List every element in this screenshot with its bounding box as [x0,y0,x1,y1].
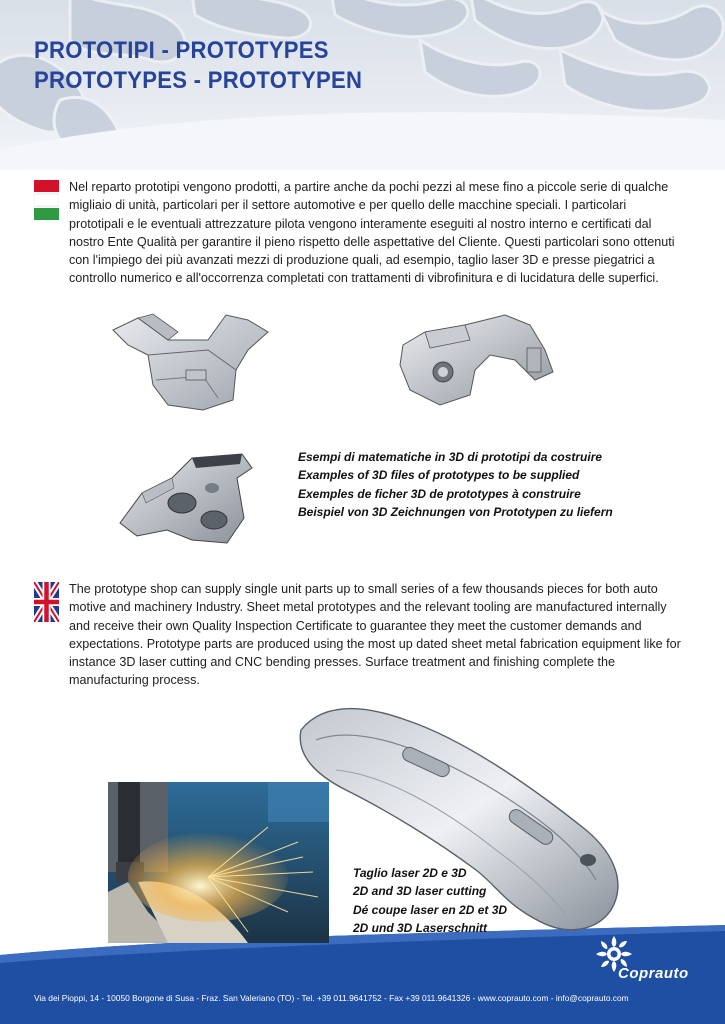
caption-laser-cutting [353,864,507,938]
footer-contact-info: Via dei Pioppi, 14 - 10050 Borgone di Susa - Fraz. San Valeriano (TO) - Tel. +39 011.9641752 - Fax +39 011.9641326 - www.coprauto.com - info@coprauto.com [34,993,629,1003]
page-title [34,36,362,96]
caption-laser-line-1: Taglio laser 2D e 3D [353,866,467,880]
title-line-1: PROTOTIPI - PROTOTYPES [34,37,329,64]
caption-3d-line-3: Exemples de ficher 3D de prototypes à construire [298,486,581,501]
prototype-3d-hinge-image [395,310,560,410]
caption-laser-line-4: 2D und 3D Laserschnitt [353,921,488,936]
italian-description: Nel reparto prototipi vengono prodotti, a partire anche da pochi pezzi al mese fino a piccole serie di qualche migliaio di unità, particolari per il settore automotive e per quello delle macchine speciali. I particolari prototipali e le eventuali attrezzature pilota vengono interamente eseguiti al nostro interno e certificati dal nostro Ente Qualità per garantire il pieno rispetto delle aspettative del Cliente. Questi particolari sono ottenuti con l'impiego dei più avanzati mezzi di produzione quali, ad esempio, taglio laser 3D e presse piegatrici a controllo numerico e all'occorrenza completati con trattamenti di vibrofinitura e di lucidatura delle superfici. [69,180,675,286]
caption-3d-files [298,448,613,522]
prototype-3d-bracket-image [108,310,273,415]
uk-flag-icon [34,582,59,622]
title-line-2: PROTOTYPES - PROTOTYPEN [34,67,363,94]
coprauto-logo-text: Coprauto [618,965,689,982]
prototype-3d-plate-image [112,448,257,548]
italy-flag-icon [34,180,59,220]
caption-laser-line-3: Dé coupe laser en 2D et 3D [353,902,508,917]
english-description: The prototype shop can supply single unit parts up to small series of a few thousands pieces for both auto motive and machinery Industry. Sheet metal prototypes and the relevant tooling are manufactured internally and receive their own Quality Inspection Certificate to guarantee they meet the customer demands and expectations. Prototype parts are produced using the most up dated sheet metal fabrication equipment like for instance 3D laser cutting and CNC bending presses. Surface treatment and finishing complete the manufacturing process. [69,582,681,688]
caption-laser-line-2: 2D and 3D laser cutting [353,884,487,899]
caption-3d-line-4: Beispiel von 3D Zeichnungen von Prototypen zu liefern [298,505,613,520]
caption-3d-line-1: Esempi di matematiche in 3D di prototipi da costruire [298,450,603,464]
caption-3d-line-2: Examples of 3D files of prototypes to be supplied [298,468,580,483]
